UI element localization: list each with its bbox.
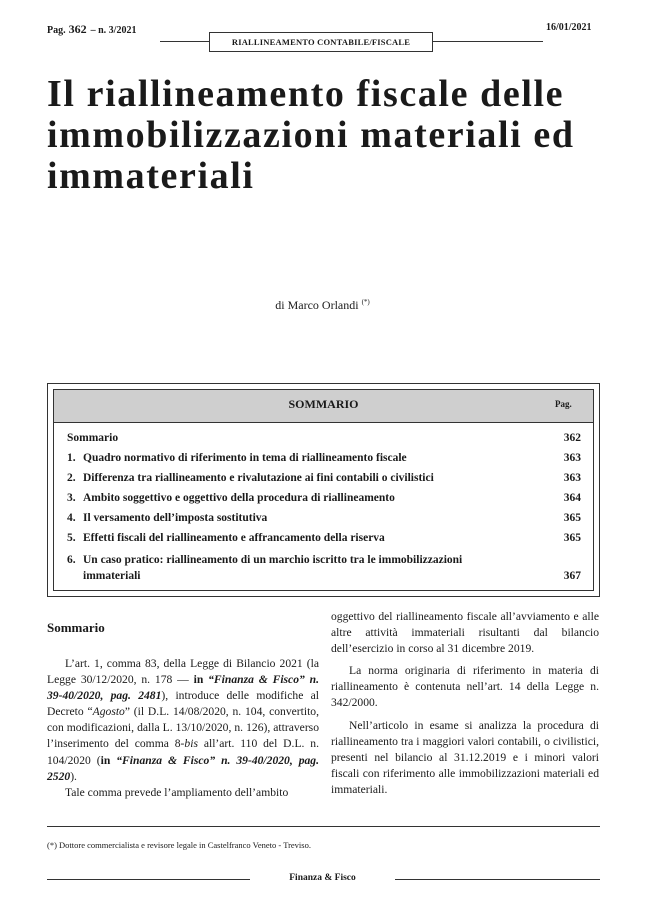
article-title: Il riallineamento fiscale delle immobilizzazioni materiali ed immateriali (47, 73, 575, 197)
toc-item-label-continued: immateriali (83, 570, 141, 582)
paragraph: Nell’articolo in esame si analizza la procedura di riallineamento tra i maggiori valori contabili, o civilistici, presenti nel bilancio al 31.12.2019 e i minori valori fiscali con riferimento alle immobilizzazioni materiali ed immateriali. (331, 718, 599, 796)
toc-item-number: 6. (67, 554, 76, 566)
toc-item-number: 5. (67, 532, 76, 544)
toc-item-page: 362 (563, 432, 581, 444)
paragraph: L’art. 1, comma 83, della Legge di Bilancio 2021 (la Legge 30/12/2020, n. 178 — in “Finanza & Fisco” n. 39-40/2020, pag. 2481), introduce delle modifiche al Decreto “Agosto” (il D.L. 14/08/2020, n. 104, convertito, con modificazioni, dalla L. 13/10/2020, n. 126), attraverso l’inserimento del comma 8-bis all’art. 110 del D.L. n. 104/2020 (in “Finanza & Fisco” n. 39-40/2020, pag. 2520). (47, 657, 320, 783)
toc-item-page: 363 (563, 452, 581, 464)
footnote-rule (47, 826, 600, 827)
toc-item-page: 363 (563, 472, 581, 484)
header-rule-left (160, 41, 209, 42)
header-rule-right (433, 41, 543, 42)
toc-item-number: 3. (67, 492, 76, 504)
paragraph: oggettivo del riallineamento fiscale all’avviamento e alle altre attività immateriali risultanti dal bilancio dell’esercizio in corso al 31 dicembre 2019. (331, 610, 599, 656)
toc-item-page: 367 (563, 570, 581, 582)
byline (0, 298, 645, 313)
toc-item-number: 4. (67, 512, 76, 524)
footnote (47, 840, 311, 850)
summary-page-column-label: Pag. (555, 399, 572, 409)
toc-item[interactable] (67, 432, 581, 444)
pag-label: Pag. (47, 25, 66, 36)
toc-item[interactable] (67, 452, 581, 464)
author-note-mark: (*) (361, 298, 370, 306)
footnote-mark: (*) (47, 840, 57, 850)
toc-item-label: Differenza tra riallineamento e rivalutazione ai fini contabili o civilistici (83, 472, 434, 484)
toc-item[interactable] (67, 492, 581, 504)
toc-item-number: 1. (67, 452, 76, 464)
section-tag: RIALLINEAMENTO CONTABILE/FISCALE (209, 32, 433, 52)
issue-number: – n. 3/2021 (90, 25, 137, 36)
publication-name: Finanza & Fisco (289, 873, 356, 883)
toc-item-label: Ambito soggettivo e oggettivo della procedura di riallineamento (83, 492, 395, 504)
text-column-left (47, 656, 319, 801)
toc-item[interactable] (67, 472, 581, 484)
toc-item-label: Effetti fiscali del riallineamento e affrancamento della riserva (83, 532, 385, 544)
toc-item-page: 365 (563, 532, 581, 544)
paragraph: La norma originaria di riferimento in materia di riallineamento è contenuta nell’art. 14 della Legge n. 342/2000. (331, 664, 599, 710)
toc-item-label: Un caso pratico: riallineamento di un marchio iscritto tra le immobilizzazioni (83, 554, 463, 566)
toc-item-label: Il versamento dell’imposta sostitutiva (83, 512, 268, 524)
summary-title: SOMMARIO (288, 397, 359, 411)
toc-item-page: 364 (563, 492, 581, 504)
paragraph: Tale comma prevede l’ampliamento dell’ambito (65, 785, 289, 799)
toc-item[interactable] (67, 532, 581, 544)
toc-item-page: 365 (563, 512, 581, 524)
issue-date: 16/01/2021 (546, 22, 592, 33)
footer-rule-right (395, 879, 600, 880)
text-column-right (331, 609, 599, 798)
toc-item[interactable] (67, 552, 581, 584)
toc-item[interactable] (67, 512, 581, 524)
author-name: di Marco Orlandi (275, 298, 359, 312)
toc-item-label: Sommario (67, 432, 119, 444)
page-info (47, 22, 136, 37)
toc-item-label: Quadro normativo di riferimento in tema di riallineamento fiscale (83, 452, 407, 464)
toc-item-number: 2. (67, 472, 76, 484)
footnote-text: Dottore commercialista e revisore legale in Castelfranco Veneto - Treviso. (59, 840, 311, 850)
page-number: 362 (68, 22, 87, 36)
section-heading: Sommario (47, 620, 105, 635)
